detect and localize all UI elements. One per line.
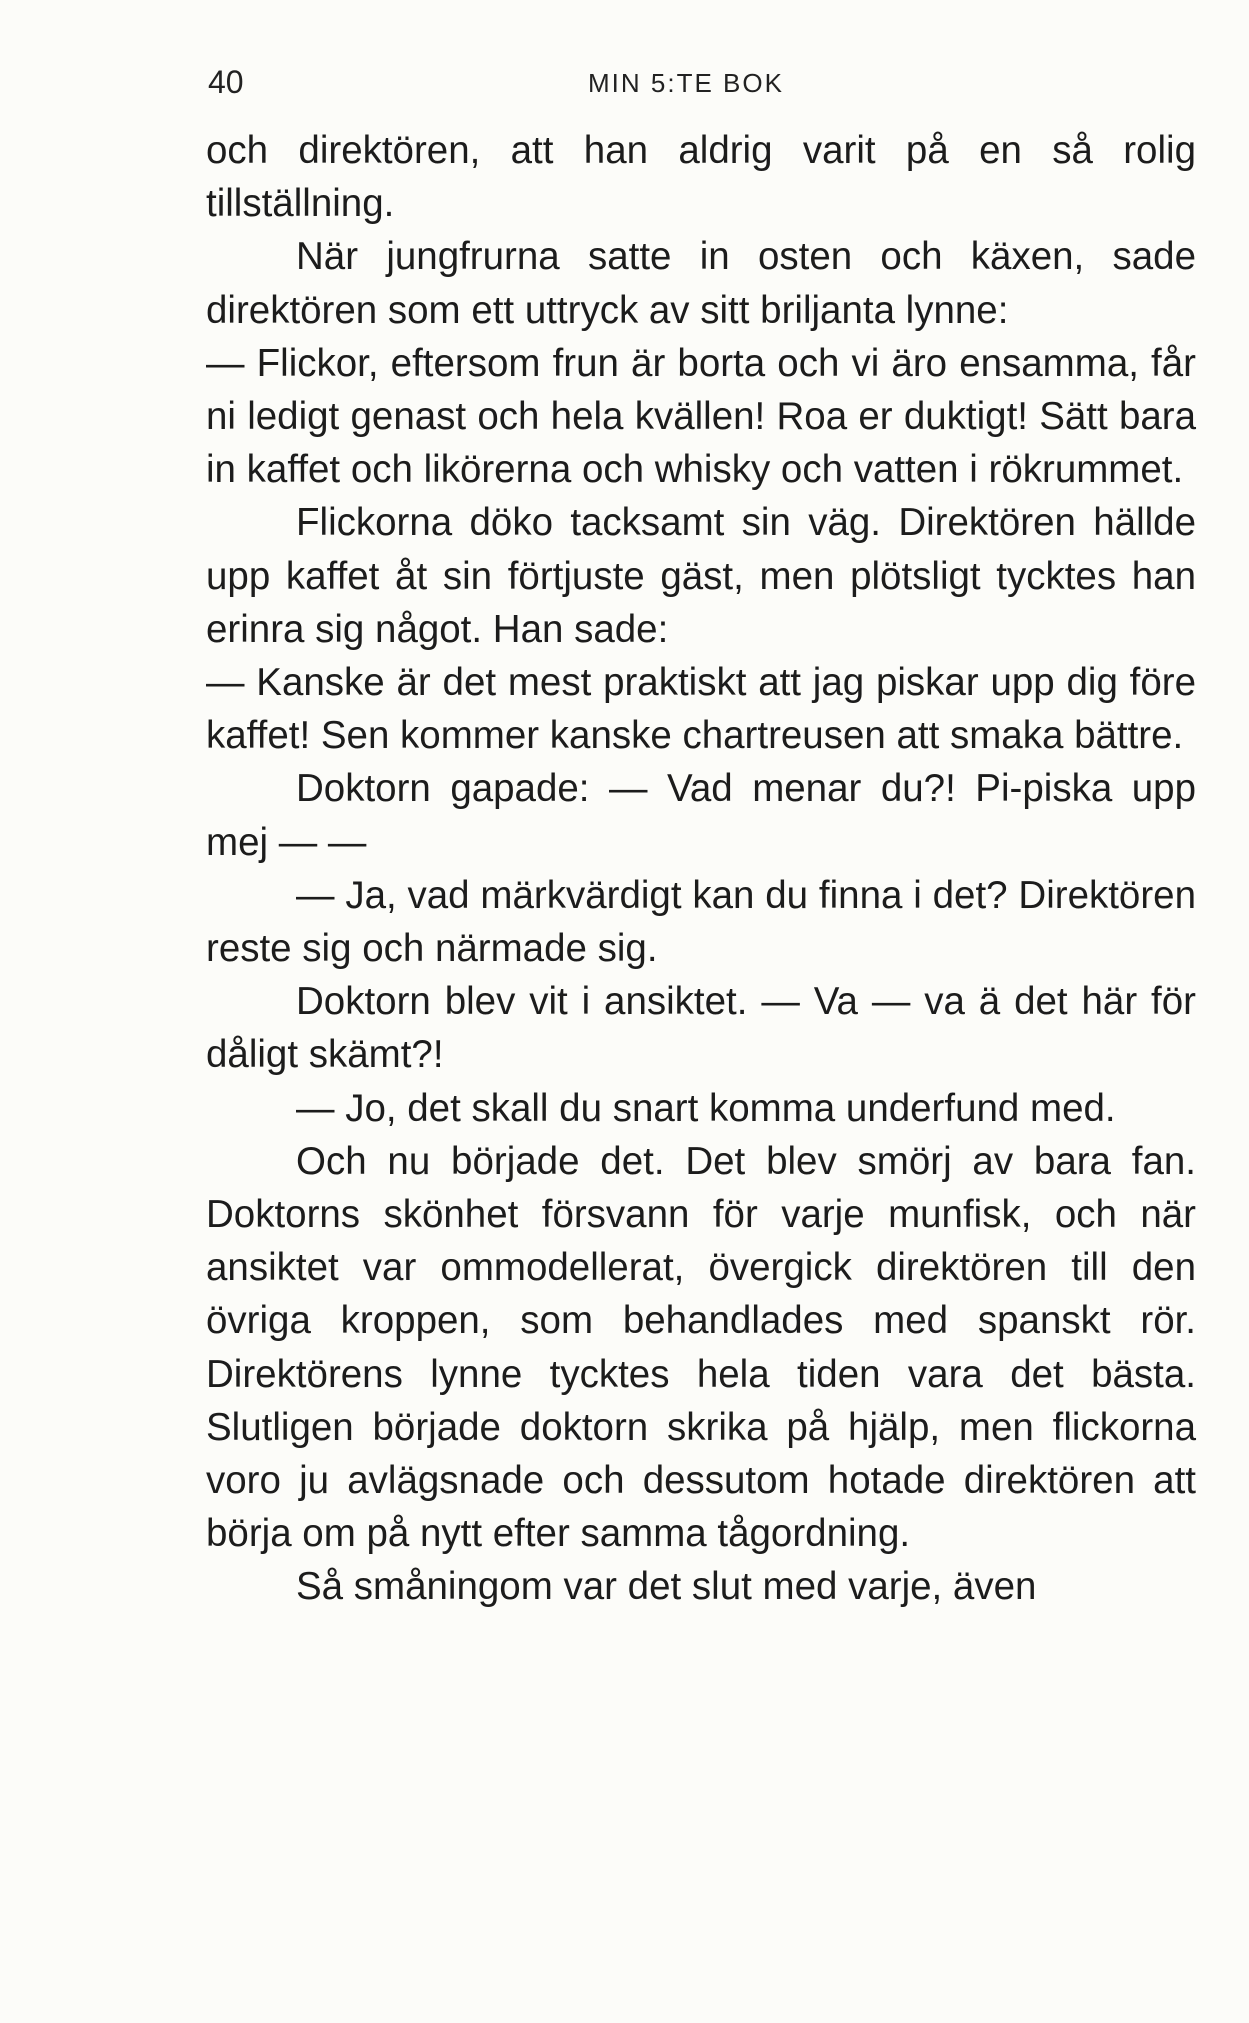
paragraph-4: Flickorna döko tacksamt sin väg. Direktören hällde upp kaffet åt sin förtjuste gäst, men plötsligt tycktes han erinra sig något. Han sade: xyxy=(206,501,1196,651)
paragraph-5: — Kanske är det mest praktiskt att jag piskar upp dig före kaffet! Sen kommer kanske chartreusen att smaka bättre. xyxy=(206,661,1196,758)
paragraph-3: — Flickor, eftersom frun är borta och vi äro ensamma, får ni ledigt genast och hela kvällen! Roa er duktigt! Sätt bara in kaffet och likörerna och whisky och vatten i rökrummet. xyxy=(206,341,1196,492)
running-head: MIN 5:TE BOK xyxy=(588,68,784,98)
paragraph-10: Och nu började det. Det blev smörj av bara fan. Doktorns skönhet försvann för varje munfisk, och när ansiktet var ommodellerat, övergick direktören till den övriga kroppen, som behandlades med spanskt rör. Direktörens lynne tycktes hela tiden vara det bästa. Slutligen började doktorn skrika på hjälp, men flickorna voro ju avlägsnade och dessutom hotade direktören att börja om på nytt efter samma tågordning. xyxy=(206,1139,1196,1556)
body-text xyxy=(206,124,1196,1614)
paragraph-6: Doktorn gapade: — Vad menar du?! Pi-piska upp mej — — xyxy=(206,767,1196,864)
paragraph-8: Doktorn blev vit i ansiktet. — Va — va ä det här för dåligt skämt?! xyxy=(206,980,1196,1077)
paragraph-9: — Jo, det skall du snart komma underfund med. xyxy=(296,1086,1116,1130)
page-number: 40 xyxy=(208,64,244,100)
paragraph-1: och direktören, att han aldrig varit på en så rolig tillställning. xyxy=(206,129,1196,226)
paragraph-7: — Ja, vad märkvärdigt kan du finna i det? Direktören reste sig och närmade sig. xyxy=(206,873,1196,971)
paragraph-2: När jungfrurna satte in osten och käxen, sade direktören som ett uttryck av sitt briljanta lynne: xyxy=(206,235,1196,332)
page-header xyxy=(208,58,1196,108)
paragraph-11: Så småningom var det slut med varje, även xyxy=(296,1565,1037,1609)
